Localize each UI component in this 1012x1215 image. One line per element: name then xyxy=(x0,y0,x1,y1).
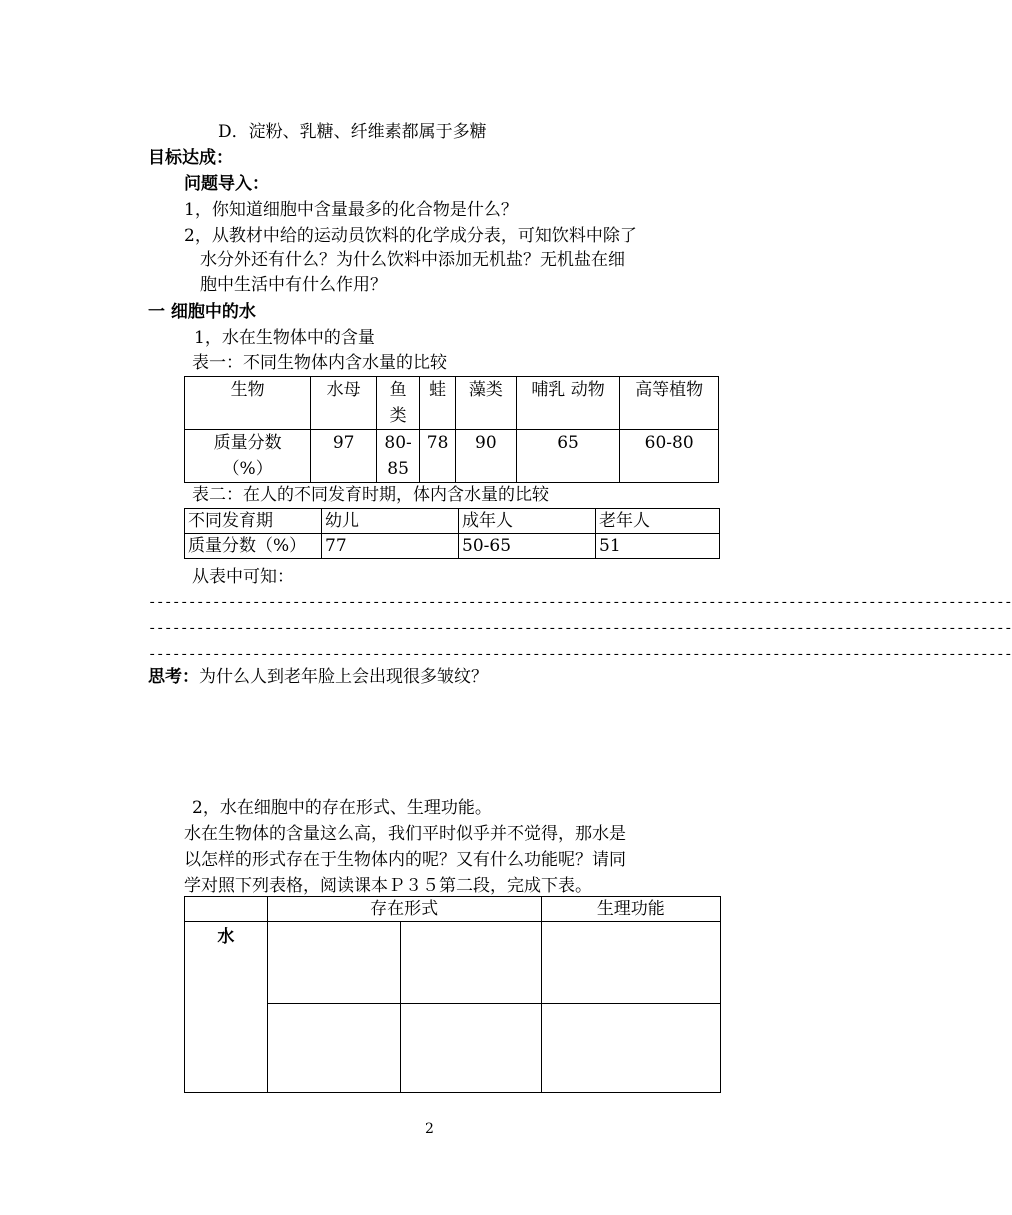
table-cell[interactable] xyxy=(401,1004,541,1093)
section-heading: 一 细胞中的水 xyxy=(148,302,256,322)
table-header-cell: 成年人 xyxy=(459,509,596,534)
intro-heading: 问题导入： xyxy=(184,174,269,194)
table-header-cell: 老年人 xyxy=(596,509,720,534)
table-cell: 60-80 xyxy=(620,430,719,483)
table-cell: 50-65 xyxy=(459,534,596,559)
table-cell: 65 xyxy=(516,430,620,483)
table-cell[interactable] xyxy=(541,922,720,1004)
table-row-label: 质量分数（%） xyxy=(185,534,322,559)
paragraph-line-2: 以怎样的形式存在于生物体内的呢？又有什么功能呢？请同 xyxy=(184,850,626,870)
table-row xyxy=(185,897,721,922)
think-question: 为什么人到老年脸上会出现很多皱纹？ xyxy=(199,667,488,687)
table-row-label: 质量分数（%） xyxy=(185,430,311,483)
table-row xyxy=(185,377,719,430)
table-row xyxy=(185,509,720,534)
table-header-cell: 幼儿 xyxy=(322,509,459,534)
paragraph-line-1: 水在生物体的含量这么高，我们平时似乎并不觉得，那水是 xyxy=(184,824,626,844)
table-row xyxy=(185,922,721,1004)
option-d: D．淀粉、乳糖、纤维素都属于多糖 xyxy=(218,122,487,142)
table-cell[interactable] xyxy=(541,1004,720,1093)
question-2-line-1: 2，从教材中给的运动员饮料的化学成分表，可知饮料中除了 xyxy=(184,226,637,246)
answer-line: ------------------------------------------------------------------------------------------------------------ xyxy=(148,621,1012,637)
question-2-line-3: 胞中生活中有什么作用？ xyxy=(200,275,387,295)
table-cell: 97 xyxy=(311,430,377,483)
table-row xyxy=(185,430,719,483)
table-header-cell: 哺乳 动物 xyxy=(516,377,620,430)
subheading-1: 1，水在生物体中的含量 xyxy=(194,328,375,348)
question-2-line-2: 水分外还有什么？为什么饮料中添加无机盐？无机盐在细 xyxy=(200,250,625,270)
table-cell[interactable] xyxy=(401,922,541,1004)
table-header-cell: 鱼类 xyxy=(377,377,420,430)
table-header-cell: 生理功能 xyxy=(541,897,720,922)
table-cell[interactable] xyxy=(267,1004,400,1093)
table-water-content-ages xyxy=(184,508,720,559)
goal-heading: 目标达成： xyxy=(148,148,233,168)
conclusion-prompt: 从表中可知： xyxy=(192,567,294,587)
table-header-cell: 藻类 xyxy=(456,377,517,430)
table-cell[interactable] xyxy=(267,922,400,1004)
question-1: 1，你知道细胞中含量最多的化合物是什么？ xyxy=(184,200,518,220)
table-cell: 80-85 xyxy=(377,430,420,483)
think-label: 思考： xyxy=(148,667,199,687)
table1-caption: 表一：不同生物体内含水量的比较 xyxy=(192,353,447,373)
table-header-cell: 生物 xyxy=(185,377,311,430)
table-header-cell: 蛙 xyxy=(420,377,456,430)
table-header-cell: 水母 xyxy=(311,377,377,430)
table-header-cell: 不同发育期 xyxy=(185,509,322,534)
table-header-cell: 存在形式 xyxy=(267,897,541,922)
table-cell: 90 xyxy=(456,430,517,483)
table-cell: 51 xyxy=(596,534,720,559)
table-row xyxy=(185,534,720,559)
page-number: 2 xyxy=(425,1121,434,1137)
subheading-2: 2，水在细胞中的存在形式、生理功能。 xyxy=(192,798,492,818)
table-water-content-organisms xyxy=(184,376,719,483)
table2-caption: 表二：在人的不同发育时期，体内含水量的比较 xyxy=(192,485,549,505)
table-cell: 78 xyxy=(420,430,456,483)
answer-line: ------------------------------------------------------------------------------------------------------------ xyxy=(148,647,1012,663)
table-cell: 77 xyxy=(322,534,459,559)
table-header-cell: 高等植物 xyxy=(620,377,719,430)
paragraph-line-3: 学对照下列表格，阅读课本Ｐ３５第二段，完成下表。 xyxy=(184,876,592,896)
think-question-line xyxy=(148,665,488,689)
table-header-cell xyxy=(185,897,268,922)
answer-line: ------------------------------------------------------------------------------------------------------------ xyxy=(148,595,1012,611)
table-water-forms xyxy=(184,896,721,1093)
table-row-label: 水 xyxy=(185,922,268,1093)
